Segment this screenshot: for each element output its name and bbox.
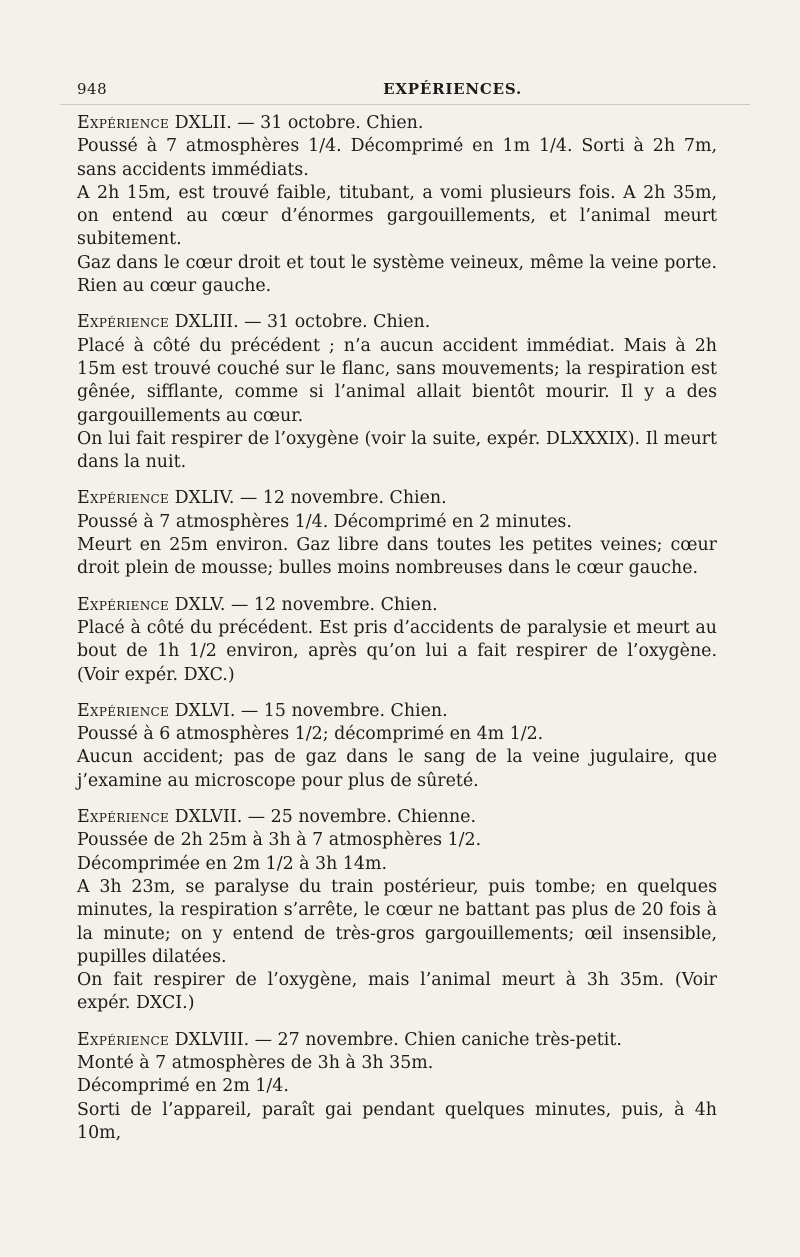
paragraph: Poussé à 6 atmosphères 1/2; décomprimé en 4m 1/2. bbox=[77, 724, 544, 745]
paragraph: Décomprimé en 2m 1/4. bbox=[77, 1076, 289, 1097]
page-body bbox=[77, 112, 717, 1145]
paragraph: Poussée de 2h 25m à 3h à 7 atmosphères 1/2. bbox=[77, 830, 482, 851]
experiment-heading bbox=[77, 1029, 717, 1052]
experiment-543 bbox=[77, 311, 717, 474]
experiment-label: Expérience bbox=[77, 312, 170, 333]
experiment-heading bbox=[77, 700, 717, 723]
experiment-546 bbox=[77, 700, 717, 793]
experiment-heading bbox=[77, 594, 717, 617]
paragraph: Placé à côté du précédent. Est pris d’accidents de paralysie et meurt au bout de 1h 1/2 environ, après qu’on lui a fait respirer de l’oxygène. (Voir expér. DXC.) bbox=[77, 617, 717, 685]
experiment-label: Expérience bbox=[77, 1029, 170, 1050]
experiment-title: DXLVIII. — 27 novembre. Chien caniche très-petit. bbox=[169, 1029, 622, 1050]
experiment-title: DXLIV. — 12 novembre. Chien. bbox=[169, 488, 447, 509]
paragraph: Poussé à 7 atmosphères 1/4. Décomprimé en 1m 1/4. Sorti à 2h 7m, sans accidents immédiats. bbox=[77, 136, 717, 180]
experiment-heading bbox=[77, 806, 717, 829]
experiment-548 bbox=[77, 1029, 717, 1145]
paragraph: Placé à côté du précédent ; n’a aucun accident immédiat. Mais à 2h 15m est trouvé couché sur le flanc, sans mouvements; la respiration est gênée, sifflante, comme si l’animal allait bientôt mourir. Il y a des gargouillements au cœur. bbox=[77, 335, 717, 426]
paragraph: Poussé à 7 atmosphères 1/4. Décomprimé en 2 minutes. bbox=[77, 511, 572, 532]
experiment-title: DXLVI. — 15 novembre. Chien. bbox=[169, 700, 448, 721]
running-header bbox=[77, 80, 712, 98]
experiment-544 bbox=[77, 487, 717, 580]
experiment-title: DXLII. — 31 octobre. Chien. bbox=[169, 113, 424, 133]
experiment-545 bbox=[77, 594, 717, 687]
paragraph: Aucun accident; pas de gaz dans le sang de la veine jugulaire, que j’examine au microscope pour plus de sûreté. bbox=[77, 747, 717, 791]
paragraph: Gaz dans le cœur droit et tout le système veineux, même la veine porte. Rien au cœur gauche. bbox=[77, 252, 717, 297]
experiment-heading bbox=[77, 311, 717, 334]
experiment-title: DXLIII. — 31 octobre. Chien. bbox=[169, 312, 431, 333]
paragraph: A 2h 15m, est trouvé faible, titubant, a vomi plusieurs fois. A 2h 35m, on entend au cœur d’énormes gargouillements, et l’animal meurt subitement. bbox=[77, 182, 717, 250]
paragraph: Décomprimée en 2m 1/2 à 3h 14m. bbox=[77, 853, 387, 874]
experiment-547 bbox=[77, 806, 717, 1016]
experiment-title: DXLVII. — 25 novembre. Chienne. bbox=[169, 807, 476, 828]
experiment-label: Expérience bbox=[77, 594, 170, 615]
experiment-label: Expérience bbox=[77, 113, 170, 133]
paragraph: Monté à 7 atmosphères de 3h à 3h 35m. bbox=[77, 1052, 434, 1073]
experiment-title: DXLV. — 12 novembre. Chien. bbox=[169, 594, 438, 615]
paragraph: Sorti de l’appareil, paraît gai pendant quelques minutes, puis, à 4h 10m, bbox=[77, 1099, 717, 1143]
page-number: 948 bbox=[77, 80, 108, 98]
experiment-heading bbox=[77, 487, 717, 510]
running-title: EXPÉRIENCES. bbox=[383, 80, 522, 98]
experiment-heading bbox=[77, 112, 717, 135]
header-rule bbox=[60, 104, 750, 105]
paragraph: A 3h 23m, se paralyse du train postérieur, puis tombe; en quelques minutes, la respiration s’arrête, le cœur ne battant pas plus de 20 fois à la minute; on y entend de très-gros gargouillements; œil insensible, pupilles dilatées. bbox=[77, 876, 717, 967]
experiment-label: Expérience bbox=[77, 488, 170, 509]
paragraph: On lui fait respirer de l’oxygène (voir la suite, expér. DLXXXIX). Il meurt dans la nuit. bbox=[77, 428, 717, 473]
experiment-542 bbox=[77, 112, 717, 298]
paragraph: On fait respirer de l’oxygène, mais l’animal meurt à 3h 35m. (Voir expér. DXCI.) bbox=[77, 970, 717, 1014]
experiment-label: Expérience bbox=[77, 807, 170, 828]
experiment-label: Expérience bbox=[77, 700, 170, 721]
paragraph: Meurt en 25m environ. Gaz libre dans toutes les petites veines; cœur droit plein de mousse; bulles moins nombreuses dans le cœur gauche. bbox=[77, 535, 717, 579]
